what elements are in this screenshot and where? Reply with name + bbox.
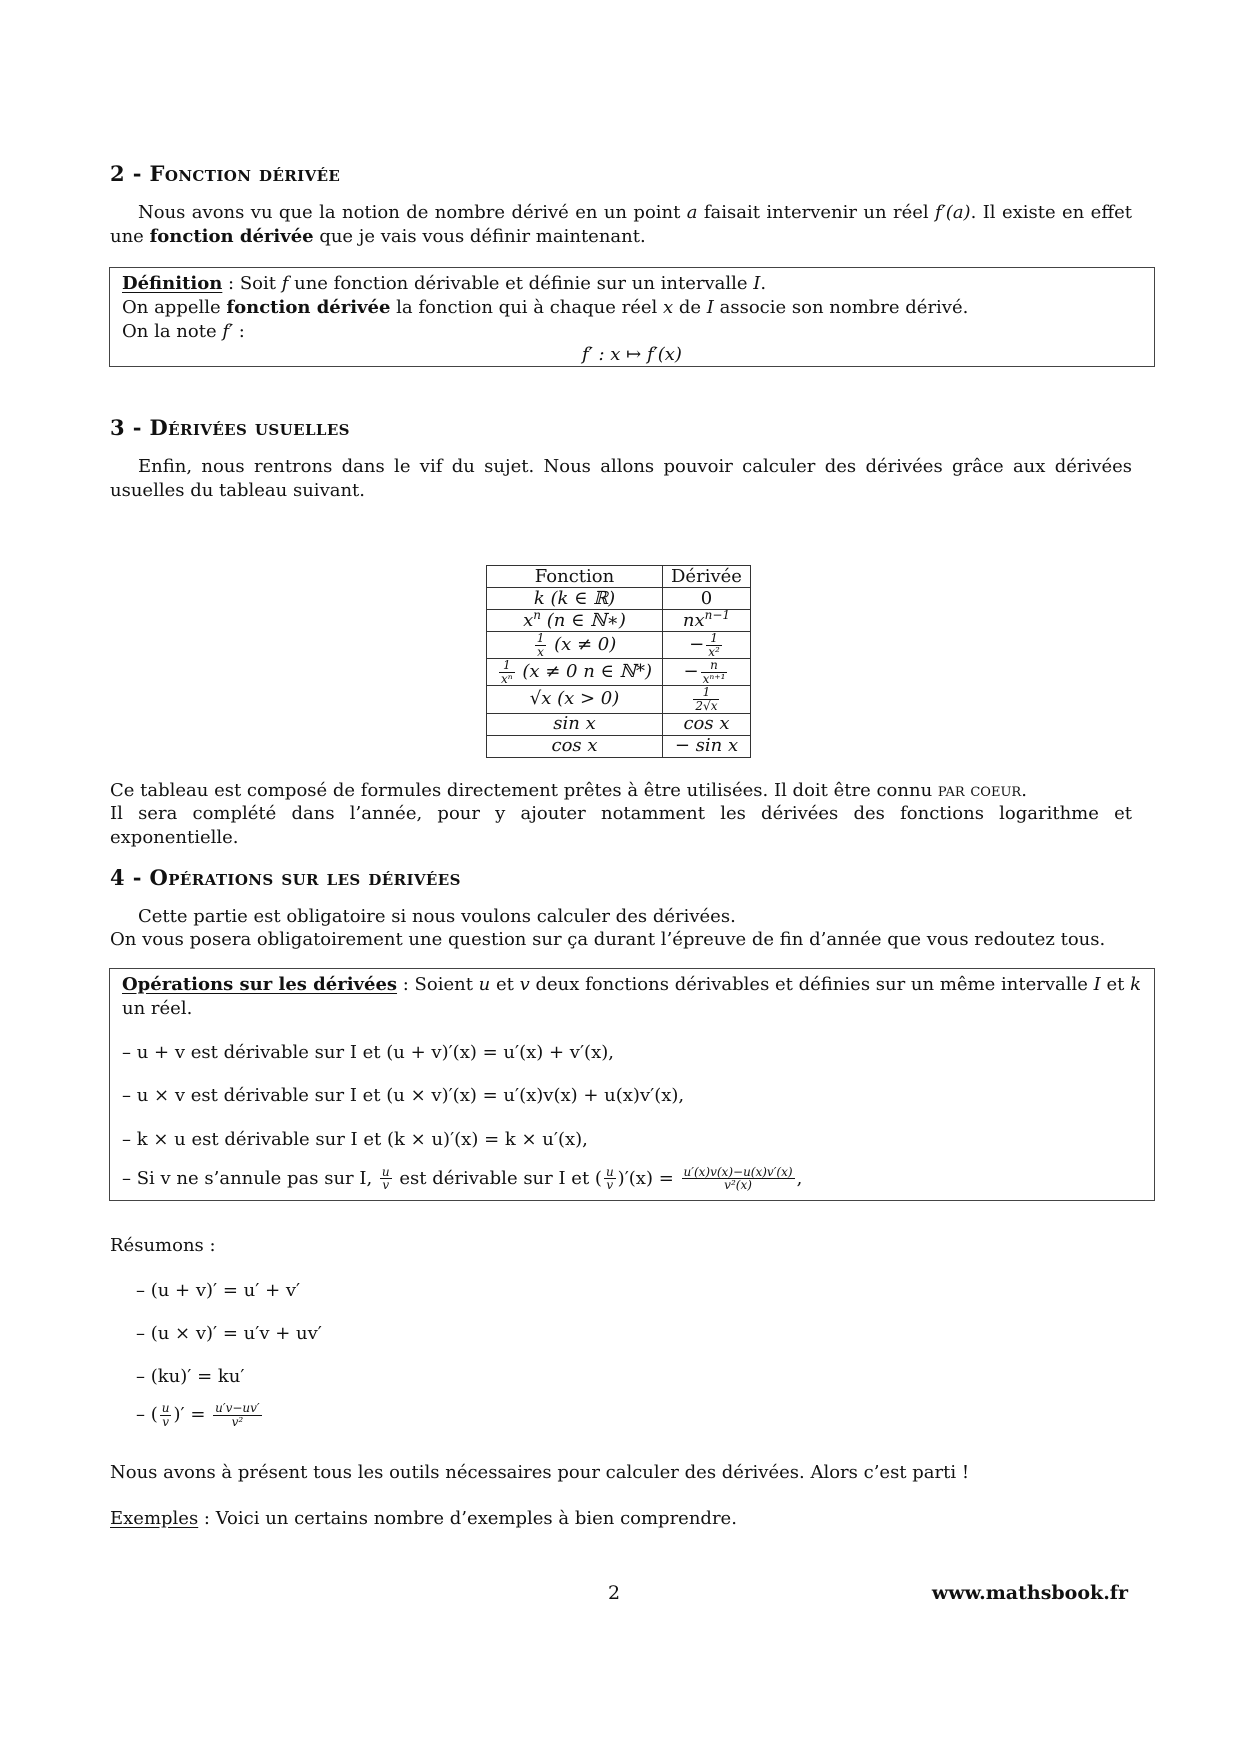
table-cell-function: k (k ∈ ℝ) bbox=[487, 588, 663, 610]
table-cell-function: cos x bbox=[487, 735, 663, 757]
website-link[interactable]: www.mathsbook.fr bbox=[931, 1582, 1128, 1604]
table-cell-derivative: − $\frac{n}{\text{xⁿ⁺¹}}$ bbox=[663, 659, 751, 686]
examples-line: Exemples : Voici un certains nombre d’exemples à bien comprendre. bbox=[110, 1508, 737, 1529]
conclusion-text: Nous avons à présent tous les outils nécessaires pour calculer des dérivées. Alors c’est parti ! bbox=[110, 1462, 970, 1483]
operations-rule-quotient: – Si v ne s’annule pas sur I, $\frac{u}{v}$ est dérivable sur I et ( $\frac{u}{v}$ )′(x) = $\frac{u'(x)v(x)-u(x)v'(x)}{\text{v²(x)}}$ , bbox=[122, 1164, 803, 1193]
table-cell-function: sin x bbox=[487, 713, 663, 735]
table-cell-derivative: − sin x bbox=[663, 735, 751, 757]
table-row bbox=[487, 610, 751, 632]
table-cell-derivative: 0 bbox=[663, 588, 751, 610]
section-4-intro-line-1: Cette partie est obligatoire si nous voulons calculer des dérivées. bbox=[138, 906, 736, 927]
operations-rule-scalar: – k × u est dérivable sur I et (k × u)′(x) = k × u′(x), bbox=[122, 1129, 588, 1150]
table-cell-function: √x (x > 0) bbox=[487, 686, 663, 713]
definition-line-3: On la note f′ : bbox=[122, 320, 245, 342]
section-4-intro-line-2: On vous posera obligatoirement une question sur ça durant l’épreuve de fin d’année que vous redoutez tous. bbox=[110, 929, 1106, 950]
table-row bbox=[487, 632, 751, 659]
summary-item-scalar: – (ku)′ = ku′ bbox=[136, 1365, 245, 1387]
operations-rule-sum: – u + v est dérivable sur I et (u + v)′(x) = u′(x) + v′(x), bbox=[122, 1041, 614, 1063]
table-row bbox=[487, 659, 751, 686]
operations-intro: Opérations sur les dérivées : Soient u et v deux fonctions dérivables et définies sur un même intervalle I et k un réel. bbox=[122, 974, 1142, 1019]
page-number: 2 bbox=[608, 1582, 621, 1604]
table-cell-derivative: $nx^{n-1}$ bbox=[663, 610, 751, 632]
operations-box bbox=[109, 968, 1155, 1201]
section-3-intro: Enfin, nous rentrons dans le vif du sujet. Nous allons pouvoir calculer des dérivées grâce aux dérivées usuelles du tableau suivant. bbox=[110, 456, 1132, 501]
table-cell-function: $\frac{1}{x}$ (x ≠ 0) bbox=[487, 632, 663, 659]
definition-line-2: On appelle fonction dérivée la fonction qui à chaque réel x de I associe son nombre dérivé. bbox=[122, 296, 969, 318]
table-cell-derivative: − $\frac{1}{\text{x²}}$ bbox=[663, 632, 751, 659]
table-cell-function: $\frac{1}{\text{xⁿ}}$ (x ≠ 0 n ∈ ℕ*) bbox=[487, 659, 663, 686]
table-row bbox=[487, 588, 751, 610]
section-2-intro: Nous avons vu que la notion de nombre dérivé en un point a faisait intervenir un réel f′(a). Il existe en effet une fonction dérivée que je vais vous définir maintenant. bbox=[110, 202, 1132, 247]
section-3-after-line-2: Il sera complété dans l’année, pour y ajouter notamment les dérivées des fonctions logarithme et exponentielle. bbox=[110, 803, 1132, 848]
table-row bbox=[487, 713, 751, 735]
table-header-row bbox=[487, 566, 751, 588]
table-row bbox=[487, 686, 751, 713]
table-cell-derivative: $\frac{1}{2√x}$ bbox=[663, 686, 751, 713]
derivatives-table bbox=[486, 565, 751, 758]
section-3-after-line-1: Ce tableau est composé de formules directement prêtes à être utilisées. Il doit être connu par coeur. bbox=[110, 780, 1027, 801]
summary-item-sum: – (u + v)′ = u′ + v′ bbox=[136, 1280, 301, 1301]
table-cell-function: $x^n$ (n ∈ ℕ∗) bbox=[487, 610, 663, 632]
section-4-heading: 4 - Opérations sur les dérivées bbox=[110, 865, 461, 890]
operations-rule-product: – u × v est dérivable sur I et (u × v)′(x) = u′(x)v(x) + u(x)v′(x), bbox=[122, 1085, 685, 1107]
table-row bbox=[487, 735, 751, 757]
definition-box bbox=[109, 267, 1155, 367]
section-3-heading: 3 - Dérivées usuelles bbox=[110, 415, 350, 440]
definition-line-1: Définition : Soit f une fonction dérivable et définie sur un intervalle I. bbox=[122, 273, 767, 294]
summary-list bbox=[136, 1260, 1036, 1428]
summary-item-quotient: – ( $\frac{u}{v}$ )′ = $\frac{u'v-uv'}{\text{v²}}$ bbox=[136, 1401, 260, 1429]
table-cell-derivative: cos x bbox=[663, 713, 751, 735]
section-2-heading: 2 - Fonction dérivée bbox=[110, 161, 341, 186]
table-header-fonction: Fonction bbox=[487, 566, 663, 588]
summary-label: Résumons : bbox=[110, 1235, 216, 1256]
derivatives-table-wrapper bbox=[486, 565, 751, 758]
definition-formula: f′ : x ↦ f′(x) bbox=[582, 344, 682, 366]
summary-item-product: – (u × v)′ = u′v + uv′ bbox=[136, 1322, 322, 1344]
table-header-derivee: Dérivée bbox=[663, 566, 751, 588]
